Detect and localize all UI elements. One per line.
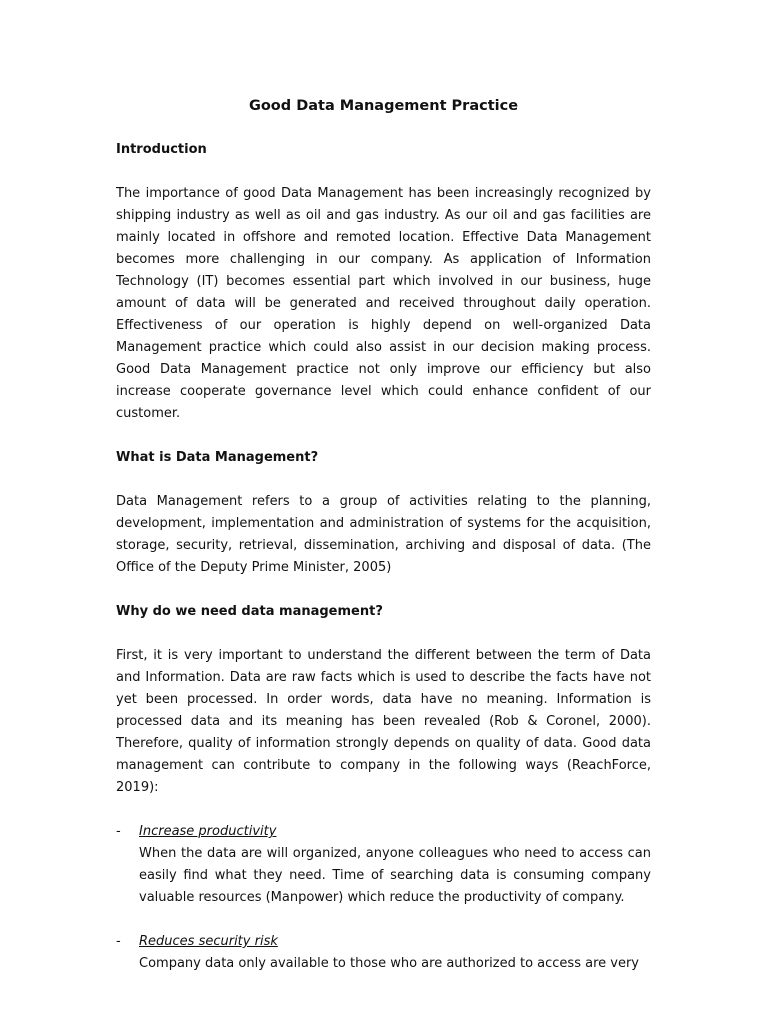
document-content <box>116 95 651 997</box>
section-paragraph-what-is-data-management: Data Management refers to a group of activities relating to the planning, development, implementation and administration of systems for the acquisition, storage, security, retrieval, dissemination, archiving and disposal of data. (The Office of the Deputy Prime Minister, 2005) <box>116 494 651 575</box>
section-paragraph-introduction: The importance of good Data Management has been increasingly recognized by shipping industry as well as oil and gas industry. As our oil and gas facilities are mainly located in offshore and remoted location. Effective Data Management becomes more challenging in our company. As application of Information Technology (IT) becomes essential part which involved in our business, huge amount of data will be generated and received throughout daily operation. Effectiveness of our operation is highly depend on well-organized Data Management practice which could also assist in our decision making process. Good Data Management practice not only improve our efficiency but also increase cooperate governance level which could enhance confident of our customer. <box>116 186 651 421</box>
list-item-title: Reduces security risk <box>139 934 278 949</box>
list-item-text: When the data are will organized, anyone colleagues who need to access can easily find what they need. Time of searching data is consuming company valuable resources (Manpower) which reduce the productivity of company. <box>139 846 651 905</box>
list-item <box>116 931 651 975</box>
section-paragraph-why-data-management: First, it is very important to understand the different between the term of Data and Information. Data are raw facts which is used to describe the facts have not yet been processed. In order words, data have no meaning. Information is processed data and its meaning has been revealed (Rob & Coronel, 2000). Therefore, quality of information strongly depends on quality of data. Good data management can contribute to company in the following ways (ReachForce, 2019): <box>116 648 651 795</box>
section-heading-introduction: Introduction <box>116 142 207 157</box>
list-item-title: Increase productivity <box>139 824 277 839</box>
list-bullet: - <box>116 824 121 839</box>
document-title: Good Data Management Practice <box>248 98 519 114</box>
benefits-list <box>116 821 651 975</box>
section-heading-what-is-data-management: What is Data Management? <box>116 450 319 465</box>
list-bullet: - <box>116 934 121 949</box>
list-item <box>116 821 651 909</box>
list-item-text: Company data only available to those who are authorized to access are very <box>139 956 639 971</box>
section-heading-why-data-management: Why do we need data management? <box>116 604 383 619</box>
